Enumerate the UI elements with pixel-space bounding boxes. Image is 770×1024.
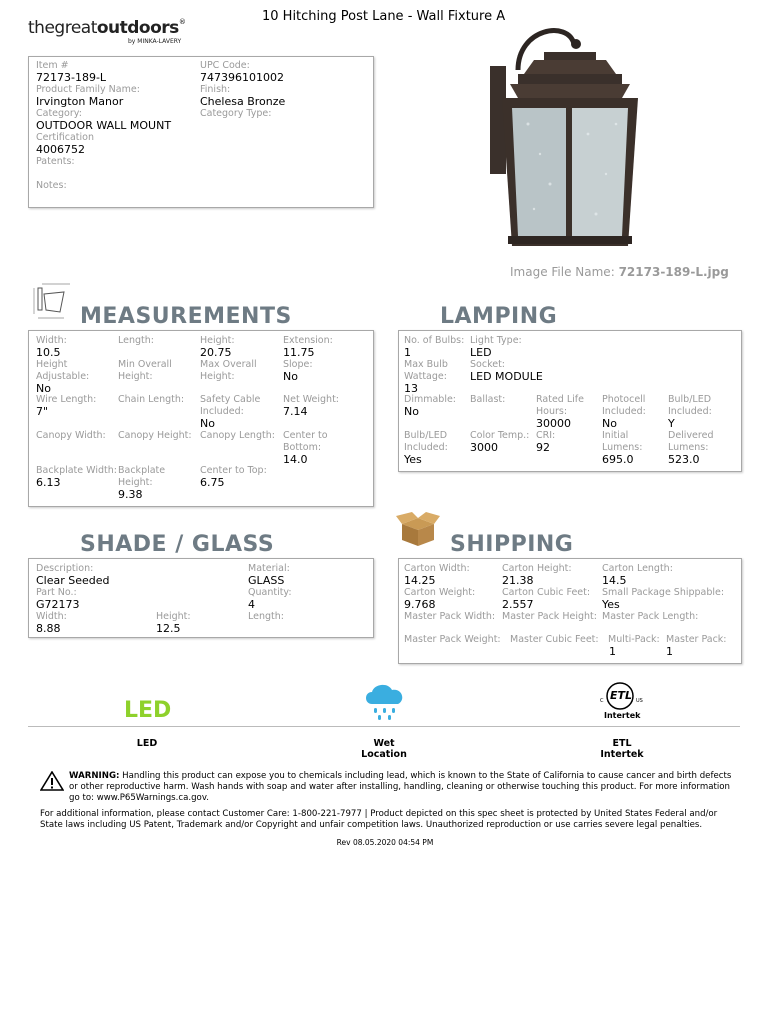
m-safety-value: No	[200, 417, 215, 430]
l-cri-value: 92	[536, 441, 550, 454]
warning-label: WARNING:	[69, 771, 120, 781]
brand-the: the	[28, 18, 55, 38]
m-safety-label1: Safety Cable	[200, 394, 261, 405]
sh-mp-height-label: Master Pack Height:	[502, 611, 597, 622]
m-center-top-label: Center to Top:	[200, 465, 267, 476]
m-height-label: Height:	[200, 335, 235, 346]
l-max-bulb-label2: Wattage:	[404, 371, 447, 382]
brand-great: great	[54, 18, 97, 38]
etl-logo-sub: Intertek	[604, 711, 641, 720]
upc-label: UPC Code:	[200, 60, 250, 71]
category-value: OUTDOOR WALL MOUNT	[36, 119, 172, 132]
brand-by: by MINKA-LAVERY	[128, 38, 182, 45]
sh-carton-cubic-value: 2.557	[502, 598, 534, 611]
m-center-bottom-label2: Bottom:	[283, 442, 322, 453]
sh-mp-length-label: Master Pack Length:	[602, 611, 699, 622]
s-length-label: Length:	[248, 611, 284, 622]
m-chain-label: Chain Length:	[118, 394, 185, 405]
m-width-value: 10.5	[36, 346, 61, 359]
l-delivered-label2: Lumens:	[668, 442, 709, 453]
l-rated-life-label2: Hours:	[536, 406, 568, 417]
s-desc-value: Clear Seeded	[36, 574, 110, 587]
cert-label: Certification	[36, 132, 94, 143]
image-file-label: Image File Name:	[510, 265, 615, 279]
m-slope-value: No	[283, 370, 298, 383]
warning-icon	[40, 771, 64, 791]
m-center-bottom-label1: Center to	[283, 430, 328, 441]
m-height-adj-label2: Adjustable:	[36, 371, 90, 382]
box-icon	[396, 512, 440, 548]
s-width-label: Width:	[36, 611, 67, 622]
l-color-temp-value: 3000	[470, 441, 498, 454]
l-initial-lumens-value: 695.0	[602, 453, 634, 466]
family-value: Irvington Manor	[36, 95, 124, 108]
sh-carton-length-value: 14.5	[602, 574, 627, 587]
m-min-overall-label1: Min Overall	[118, 359, 172, 370]
m-canopy-length-label: Canopy Length:	[200, 430, 275, 441]
category-label: Category:	[36, 108, 82, 119]
l-bulb-led-label1: Bulb/LED	[668, 394, 712, 405]
wet-caption-2: Location	[361, 749, 407, 760]
l-bulbs-label: No. of Bulbs:	[404, 335, 465, 346]
s-height-value: 12.5	[156, 622, 181, 635]
l-bulb-inc-label2: Included:	[404, 442, 448, 453]
finish-value: Chelesa Bronze	[200, 95, 286, 108]
etl-caption-1: ETL	[612, 738, 632, 749]
m-backplate-height-label2: Height:	[118, 477, 153, 488]
l-color-temp-label: Color Temp.:	[470, 430, 530, 441]
m-wire-label: Wire Length:	[36, 394, 97, 405]
brand-logo: thegreatoutdoors® by MINKA-LAVERY	[28, 18, 186, 45]
s-material-label: Material:	[248, 563, 290, 574]
image-file-name: 72173-189-L.jpg	[618, 265, 729, 279]
l-max-bulb-value: 13	[404, 382, 418, 395]
l-bulb-led-value: Y	[668, 417, 675, 430]
m-safety-label2: Included:	[200, 406, 244, 417]
upc-value: 747396101002	[200, 71, 284, 84]
s-quantity-value: 4	[248, 598, 255, 611]
lamping-title: LAMPING	[440, 304, 558, 329]
cert-value: 4006752	[36, 143, 85, 156]
m-max-overall-label1: Max Overall	[200, 359, 257, 370]
m-height-adj-label1: Height	[36, 359, 68, 370]
wet-caption-1: Wet	[373, 738, 395, 749]
l-dimmable-label: Dimmable:	[404, 394, 456, 405]
m-min-overall-label2: Height:	[118, 371, 153, 382]
etl-logo-c: C	[600, 698, 604, 704]
m-net-weight-label: Net Weight:	[283, 394, 339, 405]
l-rated-life-value: 30000	[536, 417, 571, 430]
l-bulb-led-label2: Included:	[668, 406, 712, 417]
m-backplate-height-value: 9.38	[118, 488, 143, 501]
led-caption: LED	[136, 738, 158, 749]
patents-label: Patents:	[36, 156, 75, 167]
m-center-bottom-value: 14.0	[283, 453, 308, 466]
m-height-adj-value: No	[36, 382, 51, 395]
l-max-bulb-label1: Max Bulb	[404, 359, 448, 370]
m-slope-label: Slope:	[283, 359, 313, 370]
sh-carton-cubic-label: Carton Cubic Feet:	[502, 587, 591, 598]
warning-text: Handling this product can expose you to chemicals including lead, which is known to the State of California to cause cancer and birth defects or other reproductive harm. Wash hands with soap and water after installing, handling, cleaning or otherwise touching this product. For more information go to: www.P65Warnings.ca.gov.	[69, 771, 732, 803]
sh-carton-width-label: Carton Width:	[404, 563, 470, 574]
sh-mp-weight-label: Master Pack Weight:	[404, 634, 501, 645]
m-canopy-width-label: Canopy Width:	[36, 430, 106, 441]
l-photocell-label2: Included:	[602, 406, 646, 417]
sh-carton-width-value: 14.25	[404, 574, 436, 587]
sh-carton-height-label: Carton Height:	[502, 563, 572, 574]
m-height-value: 20.75	[200, 346, 232, 359]
m-max-overall-label2: Height:	[200, 371, 235, 382]
l-light-type-label: Light Type:	[470, 335, 522, 346]
sh-masterpack-value: 1	[666, 645, 673, 658]
finish-label: Finish:	[200, 84, 231, 95]
s-height-label: Height:	[156, 611, 191, 622]
sh-small-pkg-label: Small Package Shippable:	[602, 587, 725, 598]
sh-carton-weight-label: Carton Weight:	[404, 587, 476, 598]
led-icon: LED	[124, 698, 172, 723]
sh-mp-cubic-label: Master Cubic Feet:	[510, 634, 599, 645]
product-image	[478, 24, 648, 254]
l-initial-lumens-label2: Lumens:	[602, 442, 643, 453]
brand-outdoors: outdoors	[96, 18, 179, 38]
m-center-top-value: 6.75	[200, 476, 225, 489]
l-delivered-label1: Delivered	[668, 430, 714, 441]
etl-logo-us: US	[636, 698, 643, 704]
m-net-weight-value: 7.14	[283, 405, 308, 418]
notes-label: Notes:	[36, 180, 67, 191]
l-bulbs-value: 1	[404, 346, 411, 359]
m-wire-value: 7"	[36, 405, 49, 418]
sh-multipack-label: Multi-Pack:	[608, 634, 660, 645]
sh-carton-weight-value: 9.768	[404, 598, 436, 611]
s-part-label: Part No.:	[36, 587, 77, 598]
l-bulb-inc-value: Yes	[404, 453, 422, 466]
shipping-title: SHIPPING	[450, 532, 574, 557]
l-photocell-label1: Photocell	[602, 394, 646, 405]
measurements-diagram-icon	[30, 282, 74, 322]
etl-logo-text: ETL	[610, 689, 633, 702]
m-length-label: Length:	[118, 335, 154, 346]
l-cri-label: CRI:	[536, 430, 556, 441]
measurements-title: MEASUREMENTS	[80, 304, 292, 329]
sh-carton-length-label: Carton Length:	[602, 563, 673, 574]
l-socket-value: LED MODULE	[470, 370, 543, 383]
revision: Rev 08.05.2020 04:54 PM	[336, 838, 434, 847]
m-extension-label: Extension:	[283, 335, 333, 346]
sh-small-pkg-value: Yes	[602, 598, 620, 611]
l-light-type-value: LED	[470, 346, 492, 359]
m-backplate-width-label: Backplate Width:	[36, 465, 117, 476]
sh-carton-height-value: 21.38	[502, 574, 534, 587]
l-socket-label: Socket:	[470, 359, 505, 370]
l-rated-life-label1: Rated Life	[536, 394, 584, 405]
l-delivered-value: 523.0	[668, 453, 700, 466]
wet-location-icon	[362, 680, 408, 722]
image-file-line	[510, 265, 729, 279]
s-desc-label: Description:	[36, 563, 94, 574]
m-backplate-height-label1: Backplate	[118, 465, 166, 476]
shade-title: SHADE / GLASS	[80, 532, 275, 557]
item-label: Item #	[36, 60, 69, 71]
category-type-label: Category Type:	[200, 108, 272, 119]
m-extension-value: 11.75	[283, 346, 315, 359]
s-width-value: 8.88	[36, 622, 61, 635]
warning-block	[69, 771, 739, 804]
s-material-value: GLASS	[248, 574, 285, 587]
l-dimmable-value: No	[404, 405, 419, 418]
m-backplate-width-value: 6.13	[36, 476, 61, 489]
sh-multipack-value: 1	[609, 645, 616, 658]
sh-masterpack-label: Master Pack:	[666, 634, 727, 645]
m-width-label: Width:	[36, 335, 67, 346]
l-initial-lumens-label1: Initial	[602, 430, 629, 441]
s-part-value: G72173	[36, 598, 80, 611]
etl-logo	[596, 680, 648, 722]
s-quantity-label: Quantity:	[248, 587, 292, 598]
sh-mp-width-label: Master Pack Width:	[404, 611, 496, 622]
l-photocell-value: No	[602, 417, 617, 430]
etl-caption-2: Intertek	[600, 749, 644, 760]
m-canopy-height-label: Canopy Height:	[118, 430, 192, 441]
page-title: 10 Hitching Post Lane - Wall Fixture A	[262, 9, 506, 24]
family-label: Product Family Name:	[36, 84, 140, 95]
l-ballast-label: Ballast:	[470, 394, 506, 405]
l-bulb-inc-label1: Bulb/LED	[404, 430, 448, 441]
item-value: 72173-189-L	[36, 71, 107, 84]
footer-info: For additional information, please contact Customer Care: 1-800-221-7977 | Product depicted on this spec sheet is protected by United States Federal and/or State laws including US Patent, Trademark and/or Copyright and unfair competition laws. Unauthorized reproduction or use carries severe legal penalties.	[40, 809, 718, 830]
